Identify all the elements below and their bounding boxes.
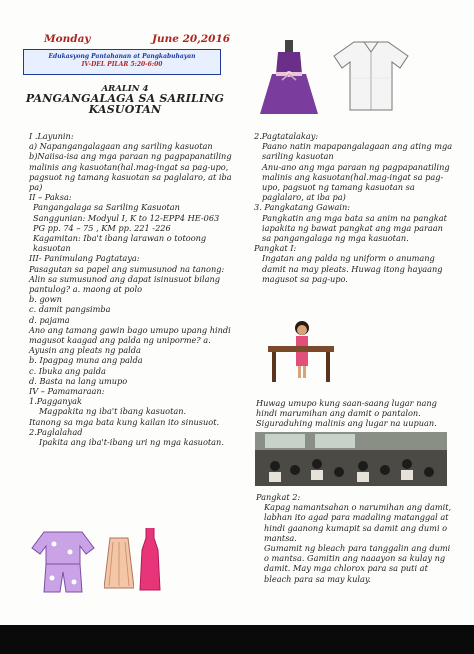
subject-banner [23, 49, 221, 75]
q2-choice-c: c. Ibuka ang palda [29, 365, 106, 376]
sitting-tip-text: Huwag umupo kung saan-saang lugar nang hindi marumihan ang damit o pantalon. Siguraduhing malinis ang lugar na uupuan. [256, 398, 437, 429]
bottom-bar [0, 625, 474, 654]
banner-section: IV-DEL PILAR 5:20-6:00 [81, 61, 163, 68]
topic-heading: II – Paksa: [29, 192, 72, 203]
motivation-question: Itanong sa mga bata kung kailan ito sinusuot. [29, 416, 220, 427]
presentation-heading: 2.Paglalahad [29, 426, 83, 437]
group-activity-heading: 3. Pangkatang Gawain: [254, 202, 351, 213]
topic-title: Pangangalaga sa Sariling Kasuotan [33, 202, 180, 213]
pajama-image [30, 528, 96, 594]
objective-b: b)Naiisa-isa ang mga paraan ng pagpapanatiling malinis ang kasuotan(hal.mag-ingat sa pag-upo, pagsuot ng tamang kasuotan sa paglalaro, at iba pa) [29, 151, 232, 193]
question-1: Alin sa sumusunod ang dapat isinusuot bilang pantulog? a. maong at polo [29, 273, 221, 295]
dress-image [258, 40, 320, 118]
header-date: June 20,2016 [152, 33, 231, 45]
skirt-image [104, 536, 134, 590]
right-column-bottom [256, 492, 456, 584]
red-dress-image [138, 528, 162, 592]
q1-choice-d: d. pajama [29, 314, 70, 325]
group-2-heading: Pangkat 2: [256, 492, 301, 502]
objective-a: a) Napangangalagaan ang sariling kasuotan [29, 141, 213, 152]
girl-at-desk-image [266, 318, 336, 384]
group-1-heading: Pangkat I: [254, 243, 297, 254]
presentation-text: Ipakita ang iba't-ibang uri ng mga kasuotan. [39, 437, 224, 448]
shirt-image [332, 38, 410, 112]
motivation-heading: 1.Pagganyak [29, 396, 82, 407]
discussion-heading: 2.Pagtatalakay: [254, 131, 319, 141]
pretest-heading: III- Panimulang Pagtataya: [29, 253, 140, 264]
group-1-text: Ingatan ang palda ng uniform o anumang damit na may pleats. Huwag itong hayaang magusot sa pag-upo. [262, 253, 443, 284]
right-column-mid [256, 398, 456, 429]
procedure-heading: IV – Pamamaraan: [29, 386, 105, 397]
q2-choice-d: d. Basta na lang umupo [29, 375, 128, 386]
group-activity-text: Pangkatin ang mga bata sa anim na pangkat iapakita ng bawat pangkat ang mga paraan sa pangangalaga ng mga kasuotan. [262, 212, 447, 244]
discussion-text: Anu-ano ang mga paraan ng pagpapanatiling malinis ang kasuotan(hal.mag-ingat sa pag-upo, pagsuot ng tamang kasuotan sa paglalaro, at iba pa) [262, 161, 450, 203]
header-day: Monday [44, 33, 91, 45]
motivation-text: Magpakita ng iba't ibang kasuotan. [39, 406, 187, 417]
q1-choice-c: c. damit pangsimba [29, 304, 111, 315]
left-column [29, 131, 234, 447]
pretest-instruction: Pasagutan sa papel ang sumusunod na tanong: [29, 263, 225, 274]
materials: Kagamitan: Iba't ibang larawan o totoong kasuotan [33, 233, 207, 254]
q2-choice-b: b. Ipagpag muna ang palda [29, 355, 143, 366]
bleach-tip-text: Gumamit ng bleach para tanggalin ang dumi o mantsa. Gamitin ang naaayon sa kulay ng damit. May mga chlorox para sa puti at bleach para sa may kulay. [264, 543, 451, 584]
group-2-text: Kapag namantsahan o narumihan ang damit, labhan ito agad para madaling matanggal at hindi gaanong kumapit sa damit ang dumi o mantsa. [264, 502, 452, 543]
lesson-title: PANGANGALAGA SA SARILING KASUOTAN [25, 92, 225, 116]
discussion-question: Paano natin mapapangalagaan ang ating mga sariling kasuotan [262, 141, 453, 162]
question-2: Ano ang tamang gawin bago umupo upang hindi magusot kaagad ang palda ng uniporme? a. Ayusin ang pleats ng palda [29, 324, 231, 356]
q1-choice-b: b. gown [29, 294, 62, 305]
objectives-heading: I .Layunin: [29, 131, 74, 141]
reference: Sanggunian: Modyul I, K to 12-EPP4 HE-063 [33, 212, 220, 223]
right-column-top [254, 131, 454, 284]
reference-pages: PG pp. 74 – 75 , KM pp. 221 -226 [33, 222, 171, 233]
classroom-photo [255, 432, 447, 486]
lesson-number: ARALIN 4 [101, 84, 149, 94]
banner-subject: Edukasyong Pantahanan at Pangkabuhayan [48, 53, 196, 60]
